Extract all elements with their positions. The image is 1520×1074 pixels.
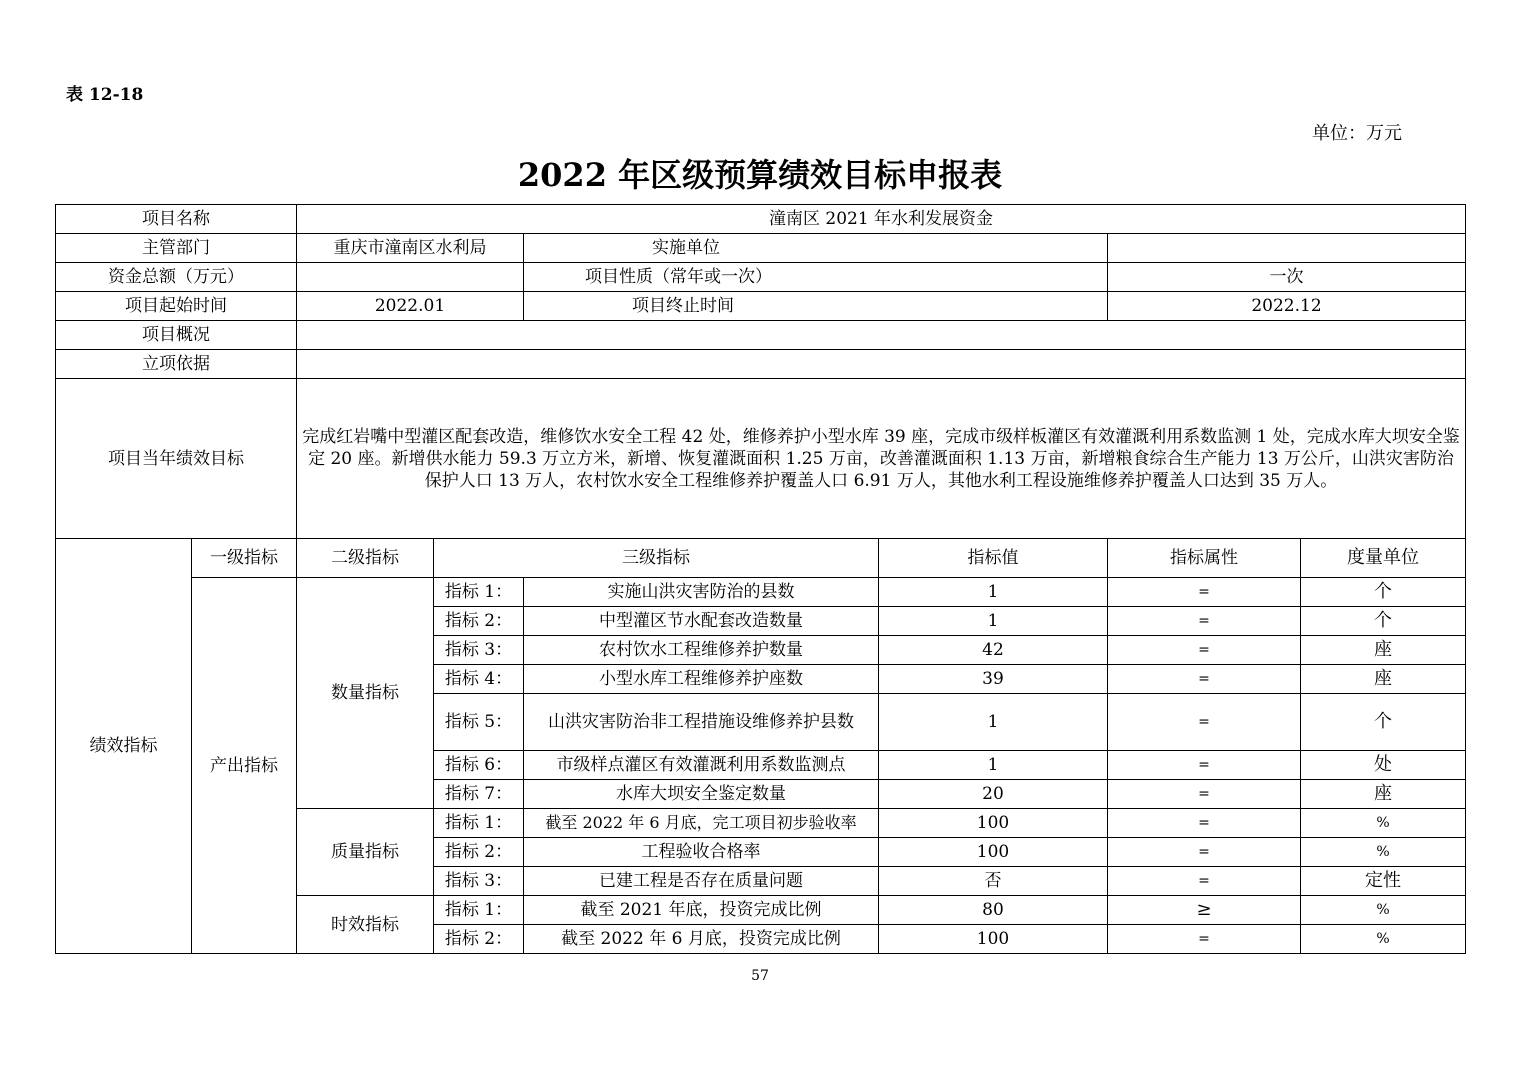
indicator-value: 1	[879, 607, 1108, 636]
row-goal	[56, 379, 1466, 539]
indicator-name: 截至 2022 年 6 月底，完工项目初步验收率	[524, 809, 879, 838]
indicator-no: 指标 1：	[434, 896, 524, 925]
indicator-no: 指标 1：	[434, 578, 524, 607]
funds-label: 资金总额（万元）	[56, 263, 297, 292]
page-title: 2022 年区级预算绩效目标申报表	[517, 156, 1003, 194]
overview-value	[297, 321, 1466, 350]
indicator-name: 中型灌区节水配套改造数量	[524, 607, 879, 636]
page-number: 57	[751, 968, 769, 984]
row-overview	[56, 321, 1466, 350]
end-value: 2022.12	[1108, 292, 1466, 321]
indicator-value: 否	[879, 867, 1108, 896]
department-label: 主管部门	[56, 234, 297, 263]
indicator-value: 100	[879, 925, 1108, 954]
indicator-unit: 个	[1301, 694, 1466, 751]
header-value: 指标值	[879, 539, 1108, 578]
indicator-no: 指标 1：	[434, 809, 524, 838]
indicator-value: 1	[879, 578, 1108, 607]
indicator-name: 农村饮水工程维修养护数量	[524, 636, 879, 665]
indicator-value: 80	[879, 896, 1108, 925]
nature-value: 一次	[1108, 263, 1466, 292]
indicator-no: 指标 6：	[434, 751, 524, 780]
overview-label: 项目概况	[56, 321, 297, 350]
goal-text: 完成红岩嘴中型灌区配套改造，维修饮水安全工程 42 处，维修养护小型水库 39 座，完成市级样板灌区有效灌溉利用系数监测 1 处，完成水库大坝安全鉴定 20 座。新增供水能力 59.3 万立方米，新增、恢复灌溉面积 1.25 万亩，改善灌溉面积 1.13 万亩，新增粮食综合生产能力 13 万公斤，山洪灾害防治保护人口 13 万人，农村饮水安全工程维修养护覆盖人口 6.91 万人，其他水利工程设施维修养护覆盖人口达到 35 万人。	[297, 379, 1466, 539]
indicator-unit: 座	[1301, 665, 1466, 694]
indicator-value: 100	[879, 809, 1108, 838]
impl-unit-value	[1108, 234, 1466, 263]
indicator-no: 指标 4：	[434, 665, 524, 694]
indicator-name: 实施山洪灾害防治的县数	[524, 578, 879, 607]
table-number: 表 12-18	[66, 85, 144, 105]
indicator-unit: 定性	[1301, 867, 1466, 896]
project-name-value: 潼南区 2021 年水利发展资金	[297, 205, 1466, 234]
indicator-name: 小型水库工程维修养护座数	[524, 665, 879, 694]
indicator-name: 已建工程是否存在质量问题	[524, 867, 879, 896]
goal-label: 项目当年绩效目标	[56, 379, 297, 539]
indicator-attr: ≥	[1108, 896, 1301, 925]
quantity-group-label: 数量指标	[297, 578, 434, 809]
header-unit: 度量单位	[1301, 539, 1466, 578]
indicator-name: 工程验收合格率	[524, 838, 879, 867]
indicator-no: 指标 2：	[434, 925, 524, 954]
project-name-label: 项目名称	[56, 205, 297, 234]
output-indicator-label: 产出指标	[192, 578, 297, 954]
quality-group-label: 质量指标	[297, 809, 434, 896]
row-funds	[56, 263, 1466, 292]
unit-label: 单位：万元	[1312, 123, 1402, 144]
indicator-unit: %	[1301, 809, 1466, 838]
indicator-unit: 座	[1301, 780, 1466, 809]
indicator-no: 指标 2：	[434, 607, 524, 636]
timeliness-group-label: 时效指标	[297, 896, 434, 954]
department-value: 重庆市潼南区水利局	[297, 234, 524, 263]
header-level2: 二级指标	[297, 539, 434, 578]
indicator-value: 1	[879, 751, 1108, 780]
indicator-value: 1	[879, 694, 1108, 751]
indicator-value: 42	[879, 636, 1108, 665]
indicator-attr: =	[1108, 578, 1301, 607]
indicator-name: 截至 2022 年 6 月底，投资完成比例	[524, 925, 879, 954]
indicator-value: 39	[879, 665, 1108, 694]
header-level1: 一级指标	[192, 539, 297, 578]
start-label: 项目起始时间	[56, 292, 297, 321]
indicator-attr: =	[1108, 607, 1301, 636]
indicator-attr: =	[1108, 665, 1301, 694]
basis-value	[297, 350, 1466, 379]
indicator-unit: 座	[1301, 636, 1466, 665]
indicator-value: 100	[879, 838, 1108, 867]
start-value: 2022.01	[297, 292, 524, 321]
funds-value	[297, 263, 524, 292]
row-basis	[56, 350, 1466, 379]
end-label: 项目终止时间	[524, 292, 1108, 321]
indicator-unit: %	[1301, 925, 1466, 954]
performance-section-label: 绩效指标	[56, 539, 192, 954]
indicator-attr: =	[1108, 694, 1301, 751]
indicator-name: 山洪灾害防治非工程措施设维修养护县数	[524, 694, 879, 751]
indicator-attr: =	[1108, 867, 1301, 896]
row-department	[56, 234, 1466, 263]
indicator-unit: 处	[1301, 751, 1466, 780]
row-project-name	[56, 205, 1466, 234]
indicator-unit: %	[1301, 896, 1466, 925]
header-level3: 三级指标	[434, 539, 879, 578]
indicator-attr: =	[1108, 925, 1301, 954]
indicator-no: 指标 3：	[434, 636, 524, 665]
impl-unit-label: 实施单位	[524, 234, 1108, 263]
table-row	[56, 578, 1466, 607]
indicator-header-row	[56, 539, 1466, 578]
indicator-attr: =	[1108, 838, 1301, 867]
row-period	[56, 292, 1466, 321]
indicator-attr: =	[1108, 780, 1301, 809]
indicator-unit: 个	[1301, 607, 1466, 636]
indicator-attr: =	[1108, 636, 1301, 665]
indicator-no: 指标 5：	[434, 694, 524, 751]
indicator-value: 20	[879, 780, 1108, 809]
nature-label: 项目性质（常年或一次）	[524, 263, 1108, 292]
indicator-no: 指标 3：	[434, 867, 524, 896]
header-attr: 指标属性	[1108, 539, 1301, 578]
indicator-attr: =	[1108, 809, 1301, 838]
indicator-name: 市级样点灌区有效灌溉利用系数监测点	[524, 751, 879, 780]
indicator-unit: %	[1301, 838, 1466, 867]
budget-target-table	[55, 204, 1466, 954]
indicator-name: 水库大坝安全鉴定数量	[524, 780, 879, 809]
indicator-no: 指标 2：	[434, 838, 524, 867]
indicator-attr: =	[1108, 751, 1301, 780]
indicator-name: 截至 2021 年底，投资完成比例	[524, 896, 879, 925]
indicator-no: 指标 7：	[434, 780, 524, 809]
indicator-unit: 个	[1301, 578, 1466, 607]
basis-label: 立项依据	[56, 350, 297, 379]
